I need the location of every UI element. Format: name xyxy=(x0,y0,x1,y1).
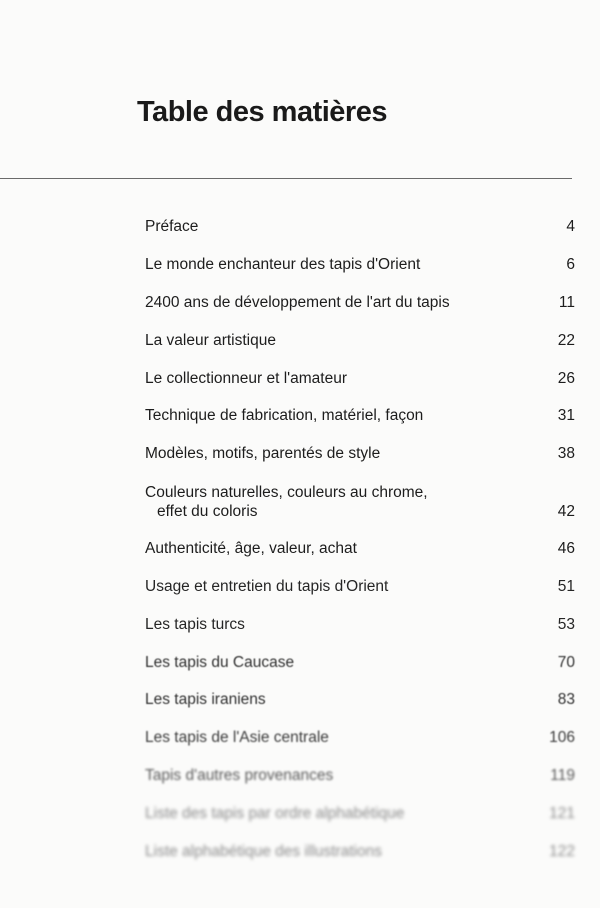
toc-entry-title: 2400 ans de développement de l'art du tapis xyxy=(145,294,450,311)
toc-entry-page: 51 xyxy=(557,578,575,595)
toc-entry-title: La valeur artistique xyxy=(145,332,276,349)
toc-entry-page: 11 xyxy=(558,294,575,311)
toc-entry-title: Liste des tapis par ordre alphabétique xyxy=(145,805,405,822)
toc-entry-title-line2: effet du coloris xyxy=(157,503,258,520)
page-title: Table des matières xyxy=(137,96,387,128)
toc-entry-page: 121 xyxy=(549,805,575,822)
toc-entry-title xyxy=(145,483,505,521)
toc-entry-page: 31 xyxy=(557,407,575,424)
toc-entry-title: Liste alphabétique des illustrations xyxy=(145,843,382,860)
toc-entry-title: Le monde enchanteur des tapis d'Orient xyxy=(145,256,421,273)
toc-entry-title: Modèles, motifs, parentés de style xyxy=(145,445,381,462)
toc-entry-page: 106 xyxy=(549,729,575,746)
toc-entry-page: 4 xyxy=(566,218,575,235)
toc-entry-title: Authenticité, âge, valeur, achat xyxy=(145,540,357,557)
toc-entry-page: 70 xyxy=(557,654,575,671)
toc-entry-title: Les tapis de l'Asie centrale xyxy=(145,729,329,746)
toc-entry-page: 22 xyxy=(557,332,575,349)
toc-entry-page: 83 xyxy=(557,691,575,708)
toc-entry-title: Usage et entretien du tapis d'Orient xyxy=(145,578,389,595)
toc-entry-page: 53 xyxy=(557,616,575,633)
toc-entry-title: Tapis d'autres provenances xyxy=(145,767,334,784)
toc-entry-title: Préface xyxy=(145,218,199,235)
toc-entry-page: 119 xyxy=(550,767,575,784)
toc-entry-title: Les tapis iraniens xyxy=(145,691,266,708)
toc-entry-page: 38 xyxy=(557,445,575,462)
toc-entry-title: Le collectionneur et l'amateur xyxy=(145,370,347,387)
toc-entry-page: 6 xyxy=(566,256,575,273)
toc-entry-page: 46 xyxy=(557,540,575,557)
toc-entry-title: Les tapis du Caucase xyxy=(145,654,295,671)
toc-entry-page: 122 xyxy=(549,843,575,860)
toc-entry-title-line1: Couleurs naturelles, couleurs au chrome, xyxy=(145,484,428,501)
toc-entry-title: Les tapis turcs xyxy=(145,616,245,633)
title-divider xyxy=(0,178,572,179)
toc-entry-title: Technique de fabrication, matériel, façon xyxy=(145,407,424,424)
toc-entry-page: 26 xyxy=(557,370,575,387)
toc-entry-page: 42 xyxy=(557,503,575,520)
